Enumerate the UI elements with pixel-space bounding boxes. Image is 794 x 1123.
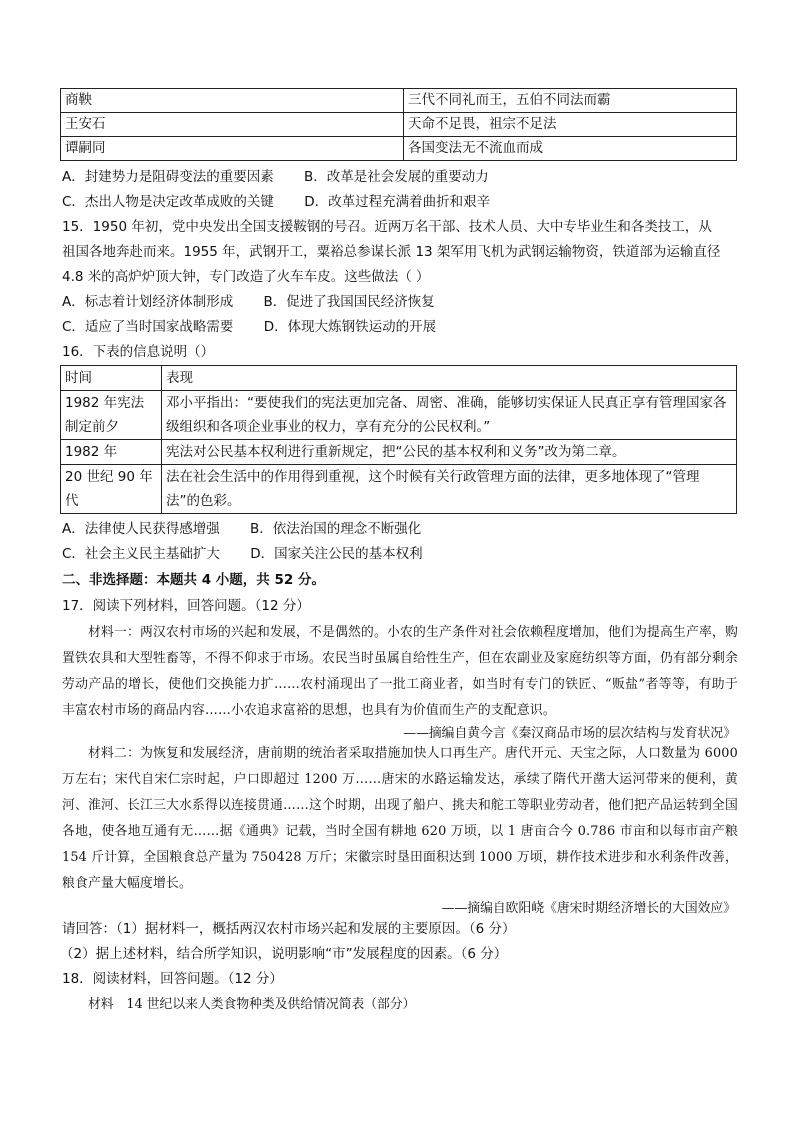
q15-options-row-2 (62, 317, 436, 337)
q17-material-1: 材料一：两汉农村市场的兴起和发展，不是偶然的。小农的生产条件对社会依赖程度增加，他们为提高生产率，购置铁农具和大型牲畜等，不得不仰求于市场。农民当时虽属自给性生产，但在农副业及家庭纺织等方面，仍有部分剩余劳动产品的增长，使他们交换能力扩……农村涌现出了一批工商业者，如当时有专门的铁匠、“贩盐”者等等，有助于丰富农村市场的商品内容……小农追求富裕的思想，也具有为价值而生产的支配意识。 (62, 625, 738, 718)
table-row (61, 137, 737, 161)
table-cell: 各国变法无不流血而成 (404, 137, 737, 161)
constitution-info-table (60, 365, 737, 514)
column-header-time: 时间 (61, 366, 162, 391)
q14-option-d[interactable]: D．改革过程充满着曲折和艰辛 (304, 194, 491, 210)
q16-option-a[interactable]: A．法律使人民获得感增强 (62, 521, 220, 537)
table-cell: 谭嗣同 (61, 137, 404, 161)
q16-option-c[interactable]: C．社会主义民主基础扩大 (62, 546, 220, 562)
q14-options-row-1 (62, 167, 489, 187)
q17-material-2: 材料二：为恢复和发展经济，唐前期的统治者采取措施加快人口再生产。唐代开元、天宝之际，人口数量为 6000 万左右；宋代自宋仁宗时起，户口即超过 1200 万……唐宋的水路运输发达，承续了隋代开凿大运河带来的便利，黄河、淮河、长江三大水系得以连接贯通……这个时期，出现了船户、挑夫和舵工等职业劳动者，他们把产品运转到全国各地，使各地互通有无……据《通典》记载，当时全国有耕地 620 万顷，以 1 唐亩合今 0.786 市亩和以每市亩产粮 154 斤计算，全国粮食总产量为 750428 万斤；宋徽宗时垦田面积达到 1000 万顷，耕作技术进步和水利条件改善，粮食产量大幅度增长。 (62, 746, 738, 891)
q18-stem: 18．阅读材料，回答问题。（12 分） (62, 971, 283, 987)
table-row (61, 391, 737, 440)
q16-options-row-2 (62, 544, 423, 564)
table-cell: 邓小平指出：“要使我们的宪法更加完备、周密、准确，能够切实保证人民真正享有管理国家各级组织和各项企业事业的权力，享有充分的公民权利。” (162, 391, 737, 440)
q15-options-row-1 (62, 292, 435, 312)
reformers-quote-table (60, 88, 737, 161)
q15-stem-line-2: 祖国各地奔赴而来。1955 年，武钢开工，粟裕总参谋长派 13 架军用飞机为武钢运输物资，铁道部为运输直径 (62, 244, 721, 260)
q15-stem-line-1: 15．1950 年初，党中央发出全国支援鞍钢的号召。近两万名干部、技术人员、大中专毕业生和各类技工，从 (62, 219, 712, 235)
table-row (61, 440, 737, 465)
q16-option-b[interactable]: B．依法治国的理念不断强化 (250, 521, 422, 537)
q16-stem: 16．下表的信息说明（） (62, 344, 215, 360)
q17-question-1: 请回答：（1）据材料一，概括两汉农村市场兴起和发展的主要原因。（6 分） (62, 921, 516, 937)
table-cell: 法在社会生活中的作用得到重视，这个时候有关行政管理方面的法律，更多地体现了“管理法”的色彩。 (162, 465, 737, 514)
q17-source-1: ——摘编自黄今言《秦汉商品市场的层次结构与发育状况》 (403, 726, 736, 741)
table-row (61, 89, 737, 113)
q15-option-a[interactable]: A．标志着计划经济体制形成 (62, 294, 234, 310)
q15-option-b[interactable]: B．促进了我国国民经济恢复 (263, 294, 435, 310)
table-row (61, 113, 737, 137)
q17-question-2: （2）据上述材料，结合所学知识，说明影响“市”发展程度的因素。（6 分） (60, 946, 508, 962)
section-title: 二、非选择题：本题共 4 小题，共 52 分。 (62, 572, 325, 588)
q16-option-d[interactable]: D．国家关注公民的基本权利 (250, 546, 423, 562)
q14-options-row-2 (62, 192, 490, 212)
table-cell: 20 世纪 90 年代 (61, 465, 162, 514)
column-header-performance: 表现 (162, 366, 737, 391)
q14-option-b[interactable]: B．改革是社会发展的重要动力 (304, 169, 489, 185)
q17-stem: 17．阅读下列材料，回答问题。（12 分） (62, 598, 310, 614)
q15-stem-line-3: 4.8 米的高炉炉顶大钟，专门改造了火车车皮。这些做法（ ） (62, 269, 430, 285)
q16-options-row-1 (62, 519, 421, 539)
q14-option-a[interactable]: A．封建势力是阻碍变法的重要因素 (62, 169, 274, 185)
q15-option-c[interactable]: C．适应了当时国家战略需要 (62, 319, 234, 335)
table-cell: 宪法对公民基本权利进行重新规定，把“公民的基本权利和义务”改为第二章。 (162, 440, 737, 465)
table-cell: 1982 年 (61, 440, 162, 465)
table-cell: 1982 年宪法制定前夕 (61, 391, 162, 440)
table-cell: 王安石 (61, 113, 404, 137)
q17-source-2: ——摘编自欧阳峣《唐宋时期经济增长的大国效应》 (441, 901, 736, 916)
table-header-row (61, 366, 737, 391)
q15-option-d[interactable]: D．体现大炼钢铁运动的开展 (263, 319, 437, 335)
q18-material-title: 材料 14 世纪以来人类食物种类及供给情况简表（部分） (88, 997, 416, 1012)
table-cell: 天命不足畏，祖宗不足法 (404, 113, 737, 137)
table-row (61, 465, 737, 514)
table-cell: 商鞅 (61, 89, 404, 113)
q14-option-c[interactable]: C．杰出人物是决定改革成败的关键 (62, 194, 274, 210)
table-cell: 三代不同礼而王，五伯不同法而霸 (404, 89, 737, 113)
